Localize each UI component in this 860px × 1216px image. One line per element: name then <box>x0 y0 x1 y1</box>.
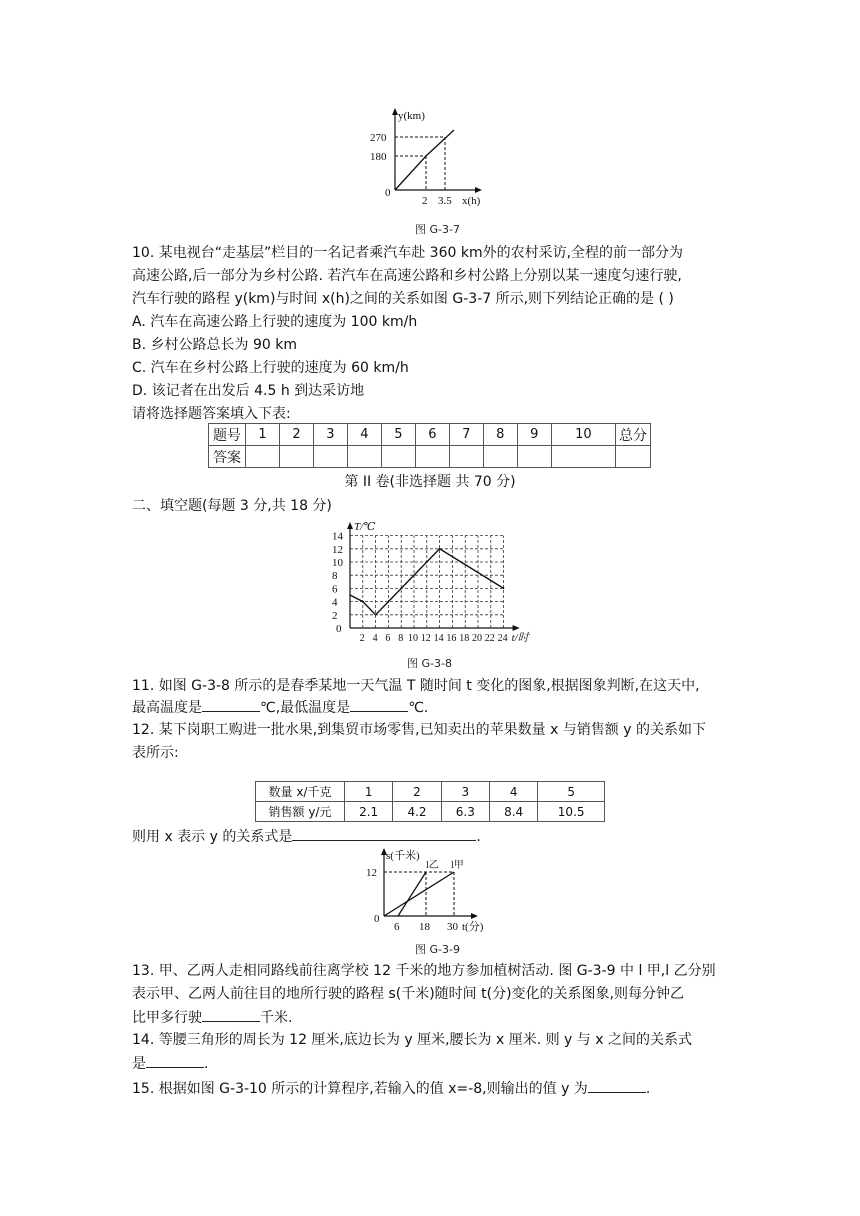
table-row <box>256 782 605 802</box>
x-tick-label: 20 <box>472 633 482 644</box>
answer-cell[interactable] <box>313 446 347 468</box>
question-14-line-2 <box>132 1053 208 1074</box>
x-axis-label: t/时 <box>511 632 529 644</box>
x-axis-label: t(分) <box>462 921 484 933</box>
table-cell: 2 <box>393 782 441 802</box>
x-tick-label: 10 <box>408 633 418 644</box>
option-b: B. 乡村公路总长为 90 km <box>132 337 297 353</box>
table-cell: 4 <box>347 424 381 446</box>
x-tick-label: 22 <box>484 633 495 644</box>
table-cell: 9 <box>517 424 551 446</box>
y-tick-270: 270 <box>370 132 387 144</box>
y-tick-label: 14 <box>332 530 343 543</box>
question-10-line-3: 汽车行驶的路程 y(km)与时间 x(h)之间的关系如图 G-3-7 所示,则下列结论正确的是 ( ) <box>132 291 674 307</box>
table-cell: 10 <box>551 424 615 446</box>
x-tick-label: 18 <box>459 633 470 644</box>
y-axis-label: T/℃ <box>354 521 376 533</box>
answer-cell[interactable] <box>246 446 280 468</box>
x-axis-label: x(h) <box>462 195 481 207</box>
answer-cell[interactable] <box>347 446 381 468</box>
x-tick-3.5: 3.5 <box>438 195 452 207</box>
origin-label: 0 <box>336 623 342 635</box>
figure-g-3-8 <box>320 518 540 646</box>
answer-table-instruction: 请将选择题答案填入下表: <box>132 406 291 422</box>
question-14-line-1: 14. 等腰三角形的周长为 12 厘米,底边长为 y 厘米,腰长为 x 厘米. 则 y 与 x 之间的关系式 <box>132 1032 692 1048</box>
text-segment: 比甲多行驶 <box>132 1010 202 1026</box>
data-point <box>349 594 351 596</box>
table-cell: 7 <box>449 424 483 446</box>
x-axis-arrow <box>475 187 482 193</box>
table-cell: 8.4 <box>489 802 537 822</box>
option-a: A. 汽车在高速公路上行驶的速度为 100 km/h <box>132 314 418 330</box>
question-11-line-1: 11. 如图 G-3-8 所示的是春季某地一天气温 T 随时间 t 变化的图象,根据图象判断,在这天中, <box>132 678 700 694</box>
table-cell: 5 <box>381 424 415 446</box>
table-cell: 4.2 <box>393 802 441 822</box>
table-cell: 6.3 <box>441 802 489 822</box>
x-tick-label: 12 <box>420 633 431 644</box>
data-point <box>439 548 441 550</box>
figure-caption: 图 G-3-8 <box>407 657 452 670</box>
table-cell: 1 <box>345 782 393 802</box>
answer-cell[interactable] <box>415 446 449 468</box>
table-cell: 题号 <box>209 424 246 446</box>
text-segment: ℃,最低温度是 <box>260 700 351 716</box>
y-tick-label: 4 <box>332 596 338 609</box>
table-cell: 2 <box>279 424 313 446</box>
figure-caption: 图 G-3-9 <box>415 943 460 956</box>
table-cell: 5 <box>538 782 605 802</box>
text-segment: 是 <box>132 1056 146 1072</box>
table-cell: 1 <box>246 424 280 446</box>
answer-cell[interactable] <box>449 446 483 468</box>
question-10-line-2: 高速公路,后一部分为乡村公路. 若汽车在高速公路和乡村公路上分别以某一速度匀速行驶, <box>132 268 682 284</box>
text-segment: 15. 根据如图 G-3-10 所示的计算程序,若输入的值 x=-8,则输出的值 y 为 <box>132 1081 588 1097</box>
x-tick-6: 6 <box>394 921 400 933</box>
table-cell: 3 <box>441 782 489 802</box>
x-tick-label: 2 <box>359 633 365 644</box>
text-segment: 则用 x 表示 y 的关系式是 <box>132 829 293 845</box>
part-2-title: 第 II 卷(非选择题 共 70 分) <box>344 474 516 490</box>
answer-blank[interactable] <box>202 1007 260 1022</box>
x-tick-30: 30 <box>447 921 458 933</box>
question-15-line-1 <box>132 1078 650 1099</box>
y-tick-180: 180 <box>370 151 387 163</box>
figure-g-3-9 <box>356 844 496 934</box>
table-cell: 3 <box>313 424 347 446</box>
y-axis-arrow <box>347 522 353 529</box>
y-tick-label: 12 <box>332 543 343 556</box>
y-tick-label: 8 <box>332 570 338 583</box>
table-cell: 8 <box>483 424 517 446</box>
answer-blank[interactable] <box>202 697 260 712</box>
y-tick-label: 2 <box>332 609 338 622</box>
answer-table <box>208 423 651 468</box>
answer-blank[interactable] <box>350 697 408 712</box>
figure-caption: 图 G-3-7 <box>415 223 460 236</box>
x-tick-label: 6 <box>385 633 391 644</box>
data-point <box>362 601 364 603</box>
x-tick-18: 18 <box>419 921 430 933</box>
y-tick-12: 12 <box>366 867 377 879</box>
text-segment: . <box>204 1056 209 1072</box>
line-yi <box>398 872 426 916</box>
table-cell: 4 <box>489 782 537 802</box>
answer-cell[interactable] <box>616 446 651 468</box>
text-segment: 千米. <box>260 1010 293 1026</box>
question-13-line-2: 表示甲、乙两人前往目的地所行驶的路程 s(千米)随时间 t(分)变化的关系图象,则每分钟乙 <box>132 986 684 1002</box>
question-13-line-1: 13. 甲、乙两人走相同路线前往离学校 12 千米的地方参加植树活动. 图 G-3-9 中 l 甲,l 乙分别 <box>132 963 716 979</box>
table-row <box>209 446 651 468</box>
answer-blank[interactable] <box>292 826 476 841</box>
question-10-line-1: 10. 某电视台“走基层”栏目的一名记者乘汽车赴 360 km外的农村采访,全程的前一部分为 <box>132 245 684 261</box>
x-axis-arrow <box>513 625 520 631</box>
x-tick-label: 14 <box>433 633 444 644</box>
table-row <box>209 424 651 446</box>
x-tick-label: 24 <box>497 633 508 644</box>
question-11-line-2 <box>132 697 428 718</box>
origin-label: 0 <box>374 913 380 925</box>
section-title: 二、填空题(每题 3 分,共 18 分) <box>132 498 332 514</box>
table-cell: 数量 x/千克 <box>256 782 345 802</box>
text-segment: 最高温度是 <box>132 700 202 716</box>
x-tick-label: 16 <box>446 633 457 644</box>
answer-cell[interactable] <box>551 446 615 468</box>
question-13-line-3 <box>132 1007 292 1028</box>
answer-cell[interactable] <box>517 446 551 468</box>
line-jia <box>384 872 454 916</box>
answer-blank[interactable] <box>146 1053 204 1068</box>
table-cell: 6 <box>415 424 449 446</box>
table-cell: 总分 <box>616 424 651 446</box>
option-c: C. 汽车在乡村公路上行驶的速度为 60 km/h <box>132 360 409 376</box>
table-cell: 答案 <box>209 446 246 468</box>
x-tick-label: 8 <box>398 633 404 644</box>
table-cell: 销售额 y/元 <box>256 802 345 822</box>
answer-blank[interactable] <box>588 1078 646 1093</box>
x-tick-2: 2 <box>422 195 428 207</box>
x-axis-arrow <box>471 913 478 919</box>
text-segment: . <box>476 829 481 845</box>
table-cell: 10.5 <box>538 802 605 822</box>
y-axis-label: y(km) <box>398 110 425 122</box>
line-yi-label: l乙 <box>426 860 439 871</box>
data-point <box>375 614 377 616</box>
figure-g-3-7 <box>360 104 500 216</box>
table-cell: 2.1 <box>345 802 393 822</box>
y-axis-label: s(千米) <box>386 850 420 862</box>
text-segment: . <box>645 1081 651 1097</box>
origin-label: 0 <box>385 187 391 199</box>
y-tick-label: 10 <box>332 557 343 569</box>
table-row <box>256 802 605 822</box>
answer-cell[interactable] <box>381 446 415 468</box>
answer-cell[interactable] <box>483 446 517 468</box>
line-jia-label: l甲 <box>451 860 464 871</box>
question-12-line-2: 表所示: <box>132 745 179 761</box>
x-tick-label: 4 <box>372 633 378 644</box>
option-d: D. 该记者在出发后 4.5 h 到达采访地 <box>132 383 365 399</box>
sales-table <box>255 781 605 822</box>
y-tick-label: 6 <box>332 583 338 596</box>
text-segment: ℃. <box>408 700 429 716</box>
answer-cell[interactable] <box>279 446 313 468</box>
question-12-line-1: 12. 某下岗职工购进一批水果,到集贸市场零售,已知卖出的苹果数量 x 与销售额 y 的关系如下 <box>132 722 706 738</box>
data-point <box>503 588 505 590</box>
